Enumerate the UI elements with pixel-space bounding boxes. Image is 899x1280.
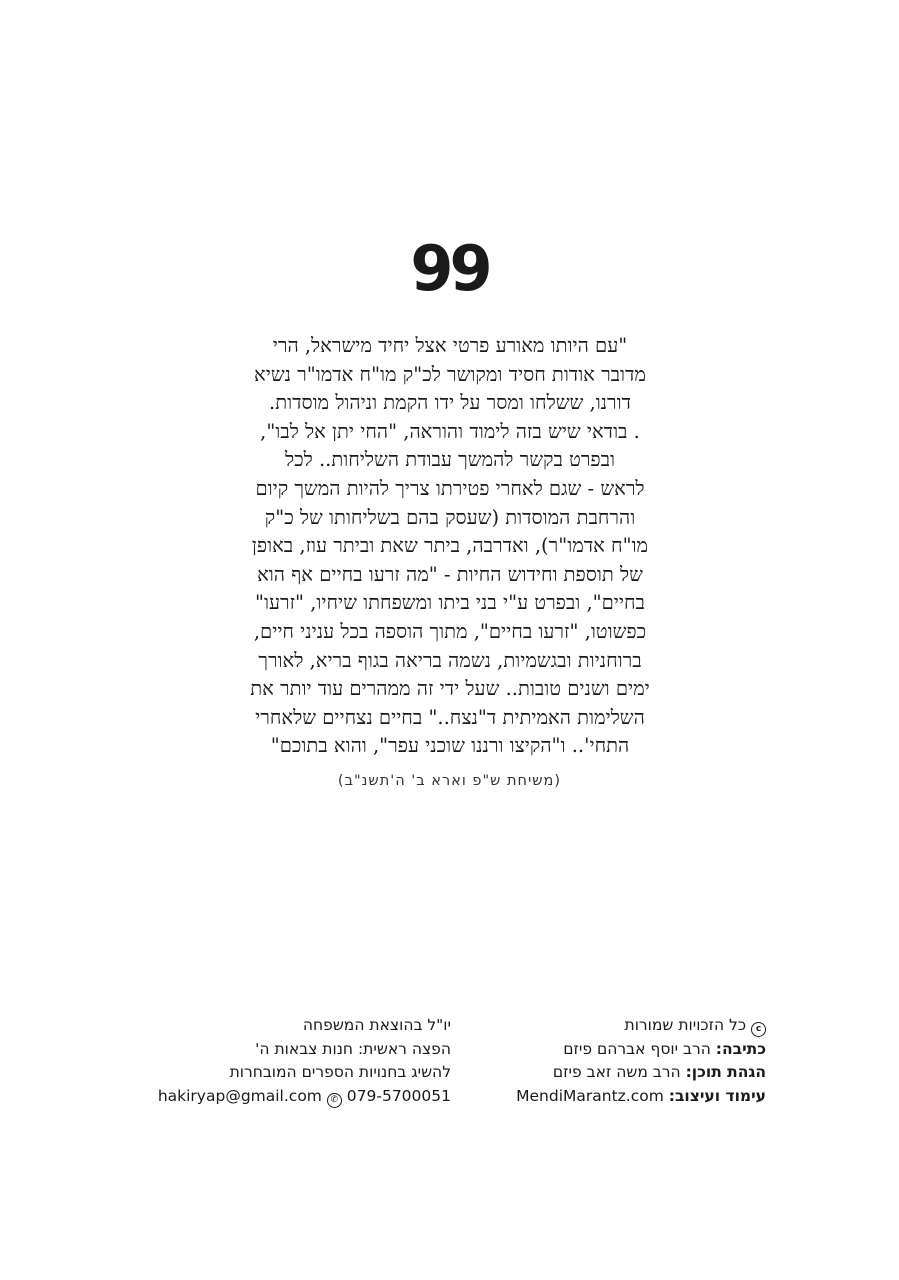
design-credit xyxy=(466,1085,766,1109)
writing-value: הרב יוסף אברהם פיזם xyxy=(563,1039,711,1058)
quote-line: ברוחניות ובגשמיות, נשמה בריאה בגוף בריא, לאורך xyxy=(258,648,642,672)
proofing-label: הגהת תוכן: xyxy=(685,1063,766,1081)
quote-line: דורנו, ששלחו ומסר על ידו הקמת וניהול מוסדות. xyxy=(269,391,631,415)
distribution-line: הפצה ראשית: חנות צבאות ה' xyxy=(255,1039,451,1058)
credits-left xyxy=(121,1014,451,1108)
quote-line: השלימות האמיתית ד"נצח.." בחיים נצחיים שלאחרי xyxy=(255,705,645,729)
quote-line: בחיים", ובפרט ע"י בני ביתו ומשפחתו שיחיו, "זרעו" xyxy=(255,591,645,615)
quote-line: לראש - שגם לאחרי פטירתו צריך להיות המשך קיום xyxy=(255,476,645,500)
quote-line: של תוספת וחידוש החיות - "מה זרעו בחיים אף הוא xyxy=(257,562,643,586)
quote-line: מו"ח אדמו"ר), ואדרבה, ביתר שאת וביתר עוז, באופן xyxy=(251,534,649,558)
quote-mark-icon: 99 xyxy=(410,232,489,305)
copyright-icon: c xyxy=(751,1022,766,1037)
quote-line: ובפרט בקשר להמשך עבודת השליחות.. לכל xyxy=(285,448,615,472)
writing-credit xyxy=(466,1038,766,1062)
quote-line: כפשוטו, "זרעו בחיים", מתוך הוספה בכל עניני חיים, xyxy=(253,619,647,643)
writing-label: כתיבה: xyxy=(715,1039,766,1058)
quote-body xyxy=(200,332,700,761)
quote-source: (משיחת ש"פ וארא ב' ה'תשנ"ב) xyxy=(337,773,562,789)
email-link[interactable]: hakiryap@gmail.com xyxy=(157,1086,322,1105)
design-website-link[interactable]: MendiMarantz.com xyxy=(516,1086,664,1105)
copyright-text: כל הזכויות שמורות xyxy=(624,1016,747,1034)
contact-line xyxy=(121,1085,451,1109)
phone-number[interactable]: 079-5700051 xyxy=(346,1086,451,1105)
publisher-line: יו"ל בהוצאת המשפחה xyxy=(302,1016,451,1034)
proofing-value: הרב משה זאב פיזם xyxy=(552,1063,681,1081)
proofing-credit xyxy=(466,1061,766,1085)
quote-line: מדובר אודות חסיד ומקושר לכ"ק מו"ח אדמו"ר נשיא xyxy=(254,362,646,386)
quote-line: "עם היותו מאורע פרטי אצל יחיד מישראל, הרי xyxy=(272,334,628,357)
availability-line: להשיג בחנויות הספרים המובחרות xyxy=(229,1063,451,1081)
copyright-line xyxy=(466,1014,766,1038)
quote-line: . בודאי שיש בזה לימוד והוראה, "החי יתן אל לבו", xyxy=(260,419,640,443)
credits-right xyxy=(466,1014,766,1108)
design-label: עימוד ועיצוב: xyxy=(668,1086,766,1105)
quote-line: והרחבת המוסדות (שעסק בהם בשליחותו של כ"ק xyxy=(264,505,636,529)
whatsapp-icon: ✆ xyxy=(327,1093,342,1108)
quote-line: התחי'.. ו"הקיצו ורננו שוכני עפר", והוא בתוכם" xyxy=(270,734,630,758)
quote-line: ימים ושנים טובות.. שעל ידי זה ממהרים עוד יותר את xyxy=(250,677,650,701)
